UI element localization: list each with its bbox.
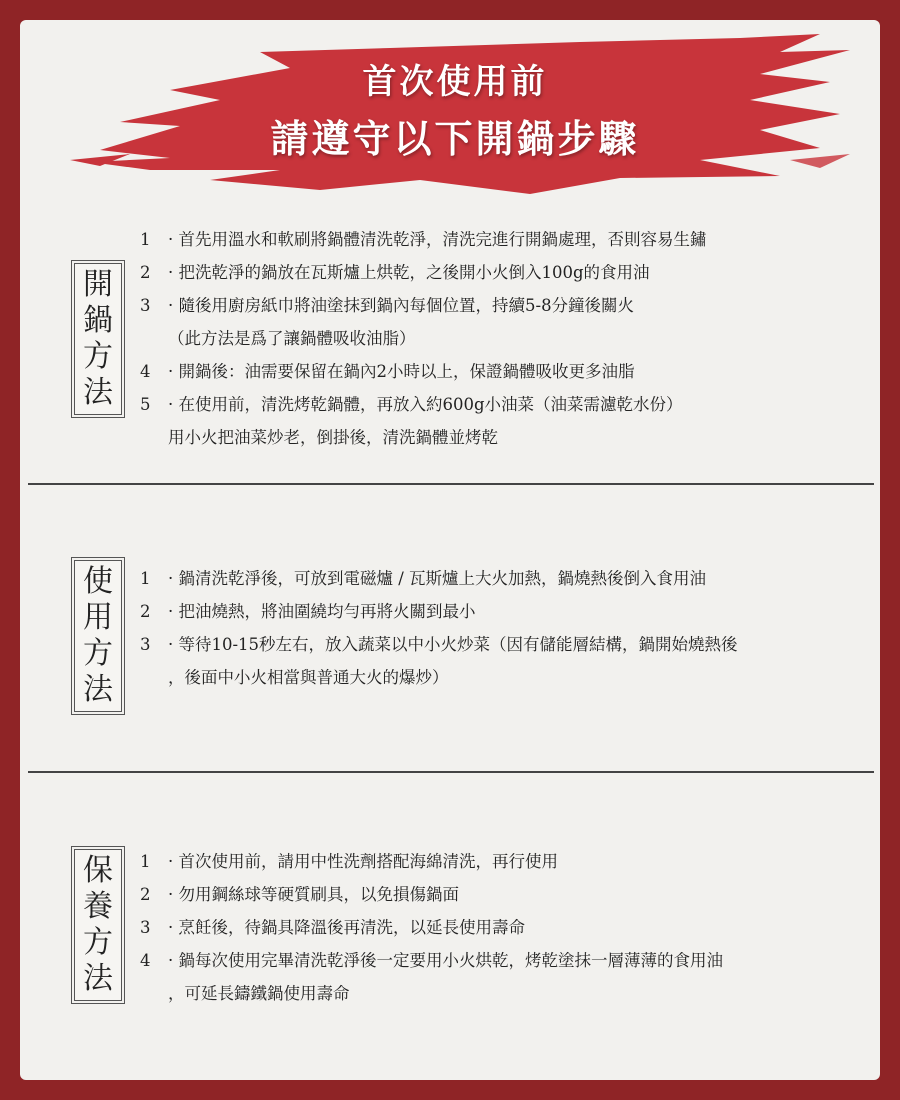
- list-item: 3 · 隨後用廚房紙巾將油塗抹到鍋內每個位置，持續5-8分鐘後關火 （此方法是爲了讓鍋體吸收油脂）: [140, 296, 635, 348]
- section-label-usage: 使 用 方 法: [74, 560, 122, 712]
- banner-title-line-2: 請遵守以下開鍋步驟: [270, 116, 640, 161]
- section-divider: [28, 771, 874, 773]
- list-item: 2 · 把油燒熱，將油圍繞均勻再將火關到最小: [140, 602, 476, 621]
- list-item: 2 · 勿用鋼絲球等硬質刷具，以免損傷鍋面: [140, 885, 459, 904]
- usage-steps-list: [140, 569, 738, 701]
- list-item: 2 · 把洗乾淨的鍋放在瓦斯爐上烘乾，之後開小火倒入100g的食用油: [140, 263, 650, 282]
- section-label-maintenance: 保 養 方 法: [74, 849, 122, 1001]
- list-item: 3 · 烹飪後，待鍋具降溫後再清洗，以延長使用壽命: [140, 918, 525, 937]
- list-item: 1 · 鍋清洗乾淨後，可放到電磁爐 / 瓦斯爐上大火加熱，鍋燒熱後倒入食用油: [140, 569, 707, 588]
- banner-title-line-1: 首次使用前: [362, 62, 548, 102]
- section-label-seasoning: 開 鍋 方 法: [74, 263, 122, 415]
- instruction-card: [20, 20, 880, 1080]
- seasoning-steps-list: [140, 230, 707, 461]
- maintenance-steps-list: [140, 852, 723, 1017]
- list-item: 3 · 等待10-15秒左右，放入蔬菜以中小火炒菜（因有儲能層結構，鍋開始燒熱後 ，後面中小火相當與普通大火的爆炒）: [140, 635, 738, 687]
- list-item: 1 · 首先用溫水和軟刷將鍋體清洗乾淨，清洗完進行開鍋處理，否則容易生鏽: [140, 230, 707, 249]
- section-divider: [28, 483, 874, 485]
- list-item: 4 · 開鍋後：油需要保留在鍋內2小時以上，保證鍋體吸收更多油脂: [140, 362, 635, 381]
- list-item: 4 · 鍋每次使用完畢清洗乾淨後一定要用小火烘乾，烤乾塗抹一層薄薄的食用油 ，可延長鑄鐵鍋使用壽命: [140, 951, 723, 1003]
- list-item: 1 · 首次使用前，請用中性洗劑搭配海綿清洗，再行使用: [140, 852, 558, 871]
- title-banner: [60, 30, 850, 200]
- list-item: 5 · 在使用前，清洗烤乾鍋體，再放入約600g小油菜（油菜需濾乾水份） 用小火把油菜炒老，倒掛後，清洗鍋體並烤乾: [140, 395, 683, 447]
